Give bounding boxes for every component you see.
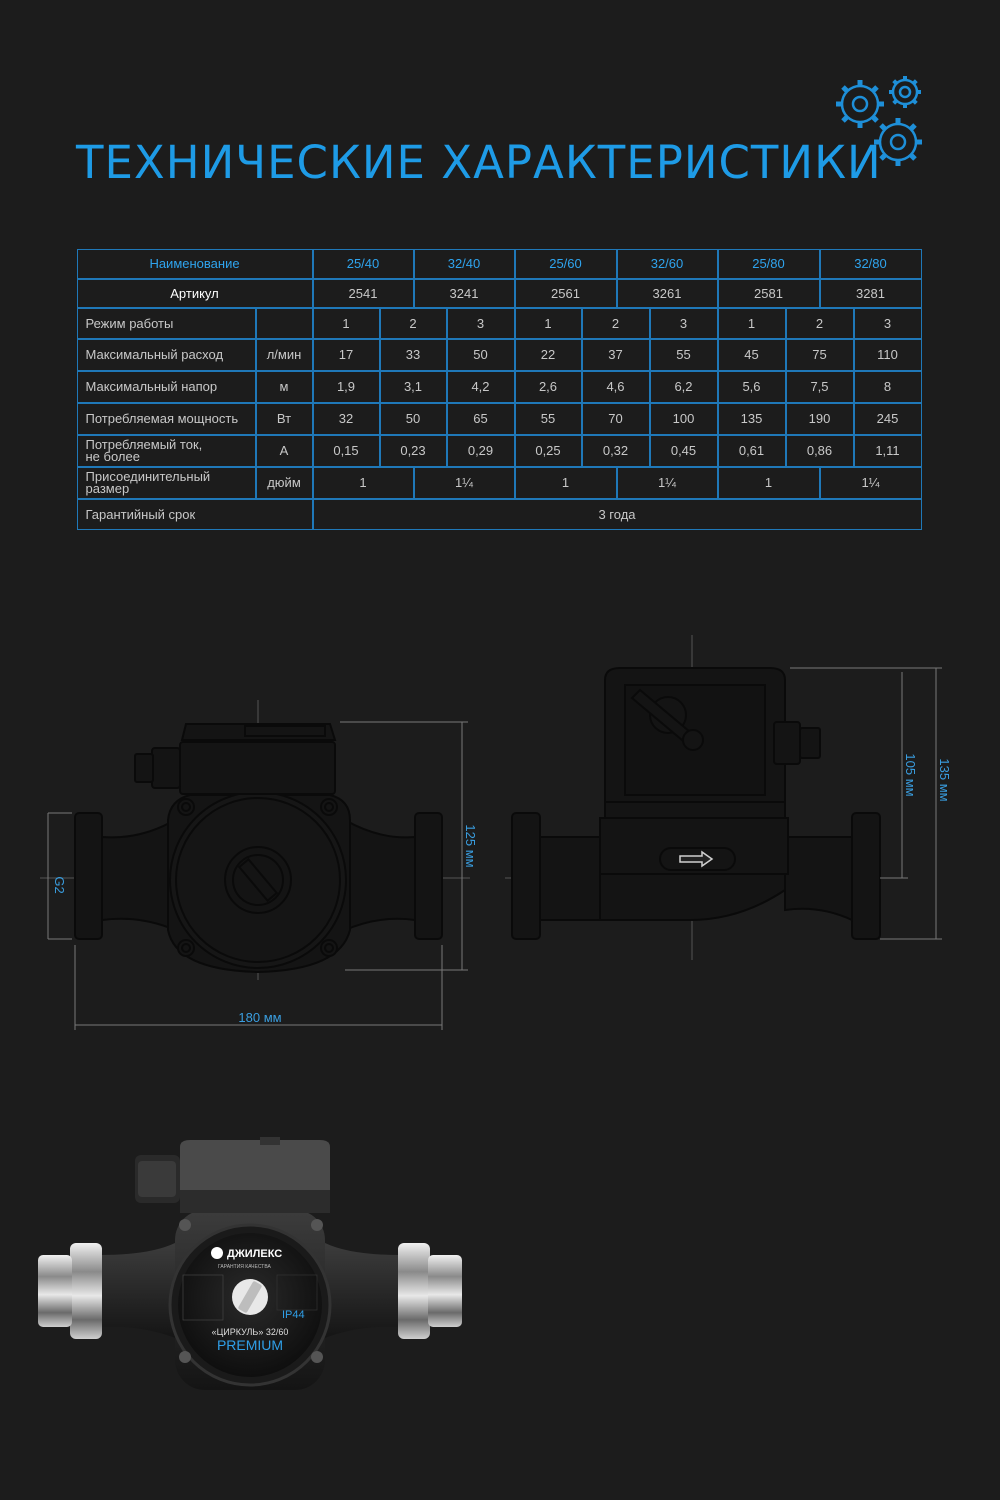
mode-cell: 2 bbox=[582, 308, 650, 339]
article-cell: 3241 bbox=[414, 279, 515, 308]
technical-drawing bbox=[0, 630, 1000, 1040]
head-value: 7,5 bbox=[786, 371, 854, 403]
connection-value: 1 bbox=[515, 467, 617, 499]
current-value: 0,29 bbox=[447, 435, 515, 467]
dim-g2: G2 bbox=[52, 876, 67, 894]
mode-cell: 3 bbox=[854, 308, 922, 339]
model-cell: 25/40 bbox=[313, 249, 414, 279]
head-value: 5,6 bbox=[718, 371, 786, 403]
warranty-value: 3 года bbox=[313, 499, 922, 530]
article-label: Артикул bbox=[77, 279, 313, 308]
head-value: 8 bbox=[854, 371, 922, 403]
model-cell: 32/80 bbox=[820, 249, 922, 279]
article-cell: 3261 bbox=[617, 279, 718, 308]
current-label-line1: Потребляемый ток, bbox=[85, 437, 203, 452]
current-label-line2: не более bbox=[85, 449, 140, 464]
mode-cell: 2 bbox=[380, 308, 447, 339]
article-cell: 3281 bbox=[820, 279, 922, 308]
mode-cell: 1 bbox=[515, 308, 582, 339]
head-value: 3,1 bbox=[380, 371, 447, 403]
power-value: 70 bbox=[582, 403, 650, 435]
model-cell: 32/60 bbox=[617, 249, 718, 279]
dim-width: 180 мм bbox=[238, 1010, 282, 1025]
power-value: 190 bbox=[786, 403, 854, 435]
current-value: 0,86 bbox=[786, 435, 854, 467]
flow-value: 37 bbox=[582, 339, 650, 371]
current-value: 0,25 bbox=[515, 435, 582, 467]
connection-label-line1: Присоединительный bbox=[85, 469, 211, 484]
current-label bbox=[77, 435, 256, 467]
head-unit: м bbox=[256, 371, 313, 403]
power-value: 55 bbox=[515, 403, 582, 435]
dim-height-side-inner: 105 мм bbox=[903, 753, 918, 797]
mode-cell: 1 bbox=[718, 308, 786, 339]
head-value: 1,9 bbox=[313, 371, 380, 403]
dim-height-front: 125 мм bbox=[463, 824, 478, 868]
head-value: 6,2 bbox=[650, 371, 718, 403]
warranty-label: Гарантийный срок bbox=[77, 499, 313, 530]
article-cell: 2541 bbox=[313, 279, 414, 308]
head-label: Максимальный напор bbox=[77, 371, 256, 403]
mode-cell: 3 bbox=[447, 308, 515, 339]
power-value: 100 bbox=[650, 403, 718, 435]
series-name: PREMIUM bbox=[216, 1337, 284, 1353]
connection-unit: дюйм bbox=[256, 467, 313, 499]
connection-value: 1¼ bbox=[617, 467, 718, 499]
flow-value: 45 bbox=[718, 339, 786, 371]
flow-value: 50 bbox=[447, 339, 515, 371]
model-cell: 32/40 bbox=[414, 249, 515, 279]
mode-label: Режим работы bbox=[77, 308, 256, 339]
head-value: 4,2 bbox=[447, 371, 515, 403]
ip-rating: IP44 bbox=[282, 1309, 305, 1321]
unit-cell bbox=[256, 308, 313, 339]
mode-cell: 3 bbox=[650, 308, 718, 339]
current-unit: А bbox=[256, 435, 313, 467]
power-value: 65 bbox=[447, 403, 515, 435]
flow-value: 110 bbox=[854, 339, 922, 371]
current-value: 0,32 bbox=[582, 435, 650, 467]
connection-label-line2: размер bbox=[85, 481, 130, 496]
power-label: Потребляемая мощность bbox=[77, 403, 256, 435]
current-value: 0,15 bbox=[313, 435, 380, 467]
power-value: 50 bbox=[380, 403, 447, 435]
connection-value: 1 bbox=[313, 467, 414, 499]
flow-value: 22 bbox=[515, 339, 582, 371]
article-cell: 2581 bbox=[718, 279, 820, 308]
gears-icon bbox=[830, 70, 940, 180]
connection-value: 1 bbox=[718, 467, 820, 499]
current-value: 1,11 bbox=[854, 435, 922, 467]
model-name: «ЦИРКУЛЬ» 32/60 bbox=[211, 1327, 289, 1337]
flow-unit: л/мин bbox=[256, 339, 313, 371]
flow-value: 75 bbox=[786, 339, 854, 371]
model-cell: 25/60 bbox=[515, 249, 617, 279]
flow-value: 33 bbox=[380, 339, 447, 371]
power-value: 32 bbox=[313, 403, 380, 435]
product-photo bbox=[30, 1135, 470, 1395]
flow-value: 17 bbox=[313, 339, 380, 371]
flow-value: 55 bbox=[650, 339, 718, 371]
name-label: Наименование bbox=[77, 249, 313, 279]
page-title: ТЕХНИЧЕСКИЕ ХАРАКТЕРИСТИКИ bbox=[76, 136, 882, 189]
current-value: 0,45 bbox=[650, 435, 718, 467]
dim-height-side-outer: 135 мм bbox=[937, 758, 952, 802]
mode-cell: 1 bbox=[313, 308, 380, 339]
power-value: 135 bbox=[718, 403, 786, 435]
connection-label bbox=[77, 467, 256, 499]
head-value: 2,6 bbox=[515, 371, 582, 403]
brand-sub: ГАРАНТИЯ КАЧЕСТВА bbox=[218, 1264, 271, 1270]
brand-logo: ДЖИЛЕКС bbox=[227, 1248, 283, 1260]
article-cell: 2561 bbox=[515, 279, 617, 308]
connection-value: 1¼ bbox=[414, 467, 515, 499]
power-value: 245 bbox=[854, 403, 922, 435]
flow-label: Максимальный расход bbox=[77, 339, 256, 371]
head-value: 4,6 bbox=[582, 371, 650, 403]
current-value: 0,23 bbox=[380, 435, 447, 467]
power-unit: Вт bbox=[256, 403, 313, 435]
connection-value: 1¼ bbox=[820, 467, 922, 499]
model-cell: 25/80 bbox=[718, 249, 820, 279]
specs-grid bbox=[77, 249, 922, 530]
current-value: 0,61 bbox=[718, 435, 786, 467]
mode-cell: 2 bbox=[786, 308, 854, 339]
